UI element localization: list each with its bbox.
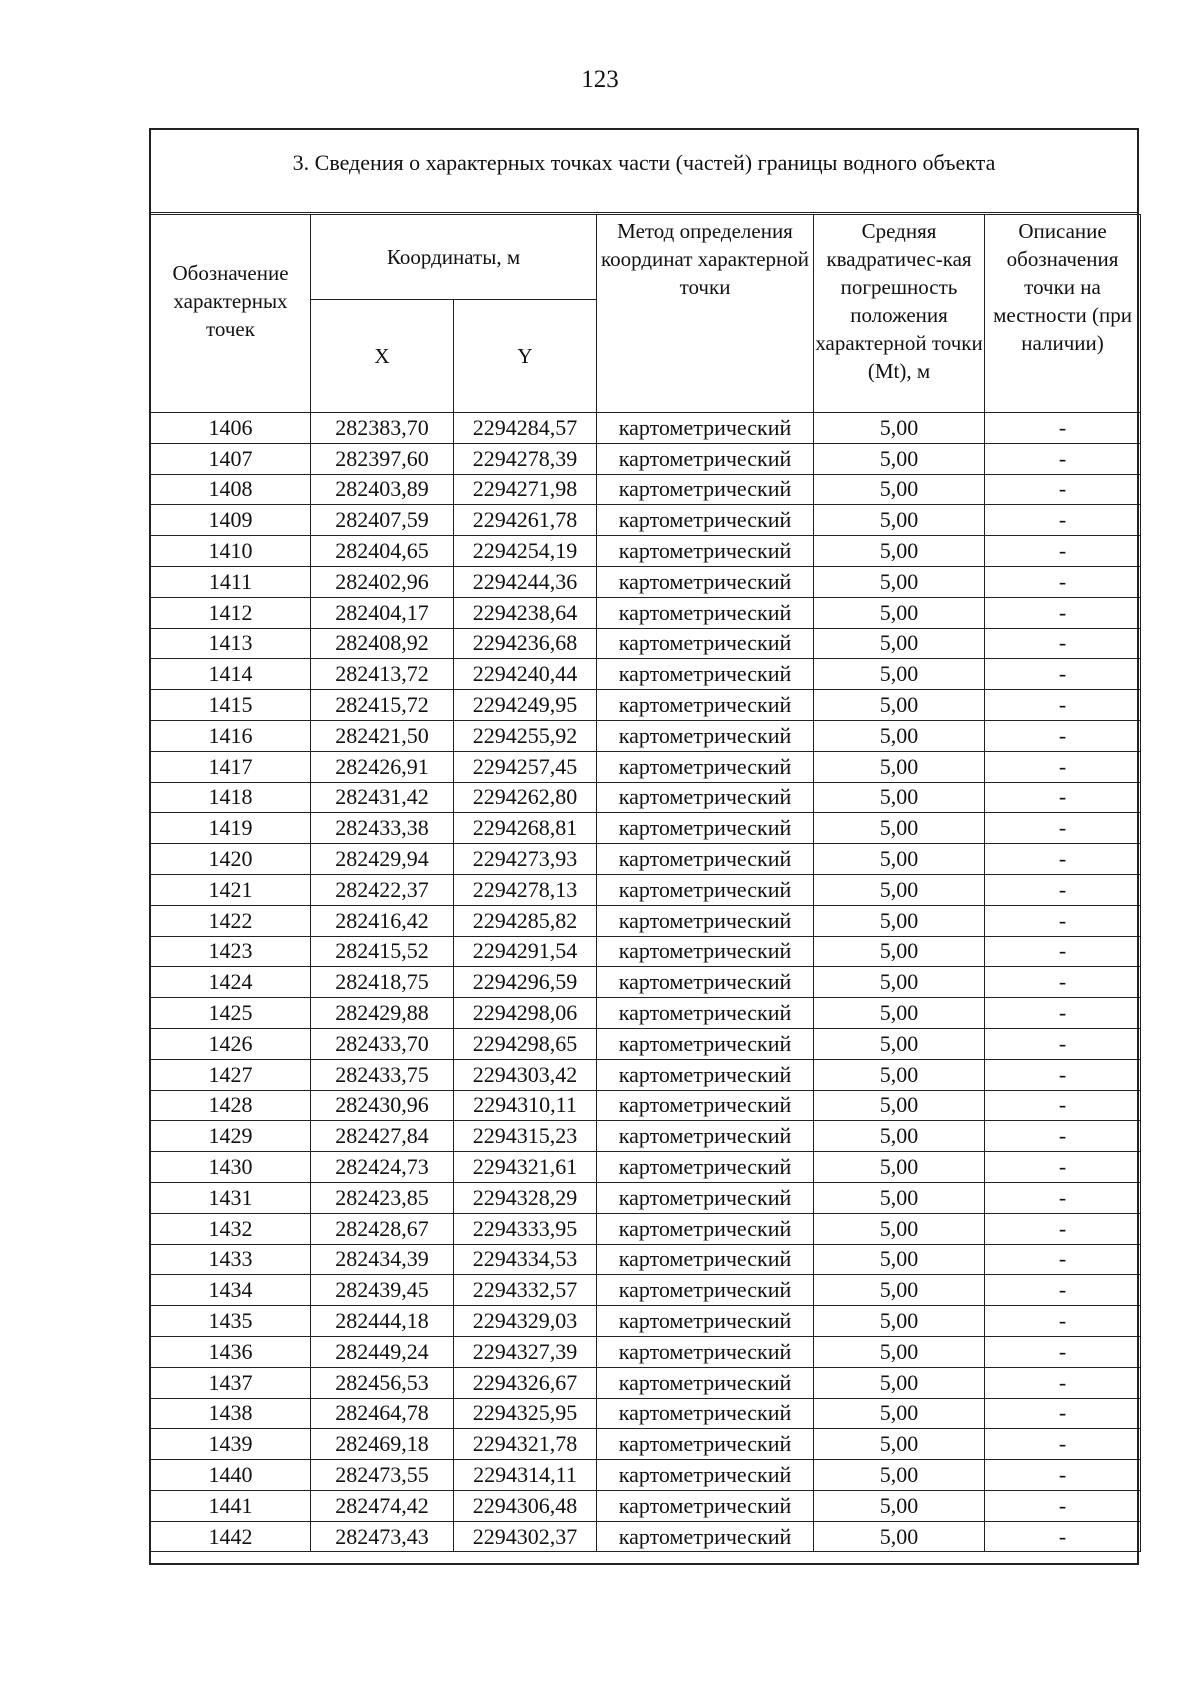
cell-method: картометрический	[597, 1521, 814, 1552]
table-row	[151, 1460, 1141, 1491]
cell-point: 1439	[151, 1429, 311, 1460]
cell-mt: 5,00	[814, 998, 985, 1029]
cell-x: 282434,39	[311, 1244, 454, 1275]
cell-y: 2294315,23	[454, 1121, 597, 1152]
cell-description: -	[985, 659, 1141, 690]
cell-x: 282433,75	[311, 1059, 454, 1090]
cell-description: -	[985, 505, 1141, 536]
cell-method: картометрический	[597, 874, 814, 905]
cell-point: 1415	[151, 690, 311, 721]
cell-x: 282431,42	[311, 782, 454, 813]
cell-description: -	[985, 1152, 1141, 1183]
cell-point: 1424	[151, 967, 311, 998]
table-row	[151, 720, 1141, 751]
table-row	[151, 566, 1141, 597]
cell-method: картометрический	[597, 751, 814, 782]
cell-y: 2294310,11	[454, 1090, 597, 1121]
cell-x: 282416,42	[311, 905, 454, 936]
cell-y: 2294236,68	[454, 628, 597, 659]
cell-method: картометрический	[597, 443, 814, 474]
cell-method: картометрический	[597, 1460, 814, 1491]
cell-x: 282430,96	[311, 1090, 454, 1121]
cell-y: 2294332,57	[454, 1275, 597, 1306]
cell-mt: 5,00	[814, 597, 985, 628]
cell-x: 282413,72	[311, 659, 454, 690]
cell-y: 2294257,45	[454, 751, 597, 782]
table-row	[151, 844, 1141, 875]
cell-description: -	[985, 1521, 1141, 1552]
cell-y: 2294285,82	[454, 905, 597, 936]
cell-method: картометрический	[597, 1490, 814, 1521]
cell-y: 2294278,39	[454, 443, 597, 474]
cell-point: 1434	[151, 1275, 311, 1306]
page-number: 123	[581, 66, 619, 93]
cell-mt: 5,00	[814, 1121, 985, 1152]
table-row	[151, 1275, 1141, 1306]
cell-x: 282473,55	[311, 1460, 454, 1491]
cell-mt: 5,00	[814, 1336, 985, 1367]
cell-y: 2294271,98	[454, 474, 597, 505]
cell-y: 2294296,59	[454, 967, 597, 998]
cell-y: 2294333,95	[454, 1213, 597, 1244]
cell-point: 1410	[151, 536, 311, 567]
cell-method: картометрический	[597, 566, 814, 597]
cell-x: 282402,96	[311, 566, 454, 597]
cell-mt: 5,00	[814, 505, 985, 536]
cell-point: 1414	[151, 659, 311, 690]
header-description: Описание обозначения точки на местности (при наличии)	[985, 215, 1141, 413]
cell-method: картометрический	[597, 844, 814, 875]
cell-description: -	[985, 936, 1141, 967]
table-row	[151, 474, 1141, 505]
cell-point: 1430	[151, 1152, 311, 1183]
table-row	[151, 690, 1141, 721]
cell-y: 2294249,95	[454, 690, 597, 721]
table-row	[151, 1152, 1141, 1183]
table-row	[151, 536, 1141, 567]
cell-method: картометрический	[597, 1306, 814, 1337]
cell-mt: 5,00	[814, 1213, 985, 1244]
cell-description: -	[985, 536, 1141, 567]
cell-point: 1435	[151, 1306, 311, 1337]
cell-description: -	[985, 1429, 1141, 1460]
header-error: Средняя квадратичес-кая погрешность положения характерной точки (Mt), м	[814, 215, 985, 413]
table-row	[151, 597, 1141, 628]
cell-x: 282428,67	[311, 1213, 454, 1244]
cell-mt: 5,00	[814, 874, 985, 905]
cell-y: 2294314,11	[454, 1460, 597, 1491]
cell-y: 2294262,80	[454, 782, 597, 813]
table-row	[151, 874, 1141, 905]
cell-x: 282456,53	[311, 1367, 454, 1398]
table-row	[151, 1059, 1141, 1090]
cell-description: -	[985, 782, 1141, 813]
cell-y: 2294278,13	[454, 874, 597, 905]
cell-x: 282421,50	[311, 720, 454, 751]
section-title: 3. Сведения о характерных точках части (частей) границы водного объекта	[292, 150, 996, 175]
cell-method: картометрический	[597, 782, 814, 813]
table-row	[151, 1490, 1141, 1521]
cell-mt: 5,00	[814, 1152, 985, 1183]
header-coordinates: Координаты, м	[311, 215, 597, 300]
cell-x: 282433,70	[311, 1028, 454, 1059]
points-table	[150, 214, 1141, 1552]
cell-mt: 5,00	[814, 628, 985, 659]
cell-point: 1420	[151, 844, 311, 875]
cell-y: 2294306,48	[454, 1490, 597, 1521]
cell-method: картометрический	[597, 813, 814, 844]
cell-y: 2294273,93	[454, 844, 597, 875]
table-row	[151, 936, 1141, 967]
cell-point: 1436	[151, 1336, 311, 1367]
cell-y: 2294328,29	[454, 1182, 597, 1213]
cell-method: картометрический	[597, 474, 814, 505]
cell-x: 282424,73	[311, 1152, 454, 1183]
cell-mt: 5,00	[814, 1182, 985, 1213]
cell-mt: 5,00	[814, 1306, 985, 1337]
cell-point: 1421	[151, 874, 311, 905]
cell-y: 2294329,03	[454, 1306, 597, 1337]
cell-mt: 5,00	[814, 1521, 985, 1552]
cell-x: 282474,42	[311, 1490, 454, 1521]
cell-y: 2294298,06	[454, 998, 597, 1029]
cell-mt: 5,00	[814, 936, 985, 967]
cell-method: картометрический	[597, 1090, 814, 1121]
cell-point: 1408	[151, 474, 311, 505]
cell-y: 2294261,78	[454, 505, 597, 536]
cell-method: картометрический	[597, 720, 814, 751]
cell-x: 282404,17	[311, 597, 454, 628]
divider	[151, 212, 1137, 213]
header-point: Обозначение характерных точек	[151, 215, 311, 413]
cell-description: -	[985, 1121, 1141, 1152]
cell-y: 2294327,39	[454, 1336, 597, 1367]
cell-point: 1438	[151, 1398, 311, 1429]
cell-x: 282383,70	[311, 413, 454, 444]
cell-mt: 5,00	[814, 844, 985, 875]
cell-mt: 5,00	[814, 1059, 985, 1090]
cell-x: 282397,60	[311, 443, 454, 474]
cell-point: 1440	[151, 1460, 311, 1491]
cell-method: картометрический	[597, 1336, 814, 1367]
cell-point: 1425	[151, 998, 311, 1029]
cell-y: 2294321,78	[454, 1429, 597, 1460]
cell-y: 2294254,19	[454, 536, 597, 567]
cell-x: 282449,24	[311, 1336, 454, 1367]
cell-description: -	[985, 474, 1141, 505]
table-row	[151, 443, 1141, 474]
table-body	[151, 413, 1141, 1552]
cell-y: 2294326,67	[454, 1367, 597, 1398]
cell-description: -	[985, 998, 1141, 1029]
cell-mt: 5,00	[814, 720, 985, 751]
cell-mt: 5,00	[814, 474, 985, 505]
cell-description: -	[985, 1306, 1141, 1337]
cell-point: 1427	[151, 1059, 311, 1090]
cell-method: картометрический	[597, 1152, 814, 1183]
header-x: X	[311, 300, 454, 413]
cell-mt: 5,00	[814, 967, 985, 998]
cell-description: -	[985, 1028, 1141, 1059]
cell-method: картометрический	[597, 936, 814, 967]
cell-method: картометрический	[597, 1028, 814, 1059]
cell-method: картометрический	[597, 1121, 814, 1152]
cell-description: -	[985, 597, 1141, 628]
cell-method: картометрический	[597, 659, 814, 690]
cell-method: картометрический	[597, 628, 814, 659]
table-row	[151, 1028, 1141, 1059]
cell-method: картометрический	[597, 1244, 814, 1275]
table-row	[151, 628, 1141, 659]
cell-point: 1418	[151, 782, 311, 813]
cell-point: 1419	[151, 813, 311, 844]
cell-method: картометрический	[597, 1213, 814, 1244]
cell-point: 1406	[151, 413, 311, 444]
cell-method: картометрический	[597, 1182, 814, 1213]
table-row	[151, 1121, 1141, 1152]
cell-x: 282404,65	[311, 536, 454, 567]
cell-mt: 5,00	[814, 659, 985, 690]
cell-point: 1442	[151, 1521, 311, 1552]
cell-description: -	[985, 751, 1141, 782]
cell-description: -	[985, 1213, 1141, 1244]
cell-x: 282422,37	[311, 874, 454, 905]
table-row	[151, 782, 1141, 813]
table-row	[151, 1336, 1141, 1367]
cell-mt: 5,00	[814, 1090, 985, 1121]
cell-y: 2294255,92	[454, 720, 597, 751]
cell-mt: 5,00	[814, 1275, 985, 1306]
cell-x: 282403,89	[311, 474, 454, 505]
table-row	[151, 1521, 1141, 1552]
cell-method: картометрический	[597, 536, 814, 567]
cell-point: 1409	[151, 505, 311, 536]
cell-x: 282433,38	[311, 813, 454, 844]
table-row	[151, 1244, 1141, 1275]
cell-mt: 5,00	[814, 1367, 985, 1398]
cell-method: картометрический	[597, 998, 814, 1029]
cell-x: 282429,88	[311, 998, 454, 1029]
cell-point: 1412	[151, 597, 311, 628]
table-row	[151, 505, 1141, 536]
cell-x: 282415,52	[311, 936, 454, 967]
cell-mt: 5,00	[814, 536, 985, 567]
cell-y: 2294302,37	[454, 1521, 597, 1552]
cell-x: 282427,84	[311, 1121, 454, 1152]
section-frame	[149, 128, 1139, 1565]
cell-y: 2294325,95	[454, 1398, 597, 1429]
cell-description: -	[985, 443, 1141, 474]
cell-x: 282473,43	[311, 1521, 454, 1552]
cell-method: картометрический	[597, 1059, 814, 1090]
cell-x: 282444,18	[311, 1306, 454, 1337]
cell-point: 1441	[151, 1490, 311, 1521]
cell-mt: 5,00	[814, 751, 985, 782]
cell-method: картометрический	[597, 413, 814, 444]
cell-method: картометрический	[597, 597, 814, 628]
cell-point: 1411	[151, 566, 311, 597]
table-row	[151, 1398, 1141, 1429]
cell-mt: 5,00	[814, 566, 985, 597]
cell-point: 1426	[151, 1028, 311, 1059]
cell-method: картометрический	[597, 1429, 814, 1460]
table-row	[151, 413, 1141, 444]
cell-point: 1417	[151, 751, 311, 782]
cell-point: 1423	[151, 936, 311, 967]
cell-mt: 5,00	[814, 1429, 985, 1460]
cell-point: 1428	[151, 1090, 311, 1121]
cell-y: 2294321,61	[454, 1152, 597, 1183]
cell-x: 282429,94	[311, 844, 454, 875]
cell-mt: 5,00	[814, 1460, 985, 1491]
cell-y: 2294298,65	[454, 1028, 597, 1059]
header-y: Y	[454, 300, 597, 413]
cell-description: -	[985, 690, 1141, 721]
table-row	[151, 1182, 1141, 1213]
cell-mt: 5,00	[814, 413, 985, 444]
cell-y: 2294238,64	[454, 597, 597, 628]
table-row	[151, 751, 1141, 782]
cell-method: картометрический	[597, 690, 814, 721]
cell-y: 2294334,53	[454, 1244, 597, 1275]
table-row	[151, 1090, 1141, 1121]
cell-y: 2294240,44	[454, 659, 597, 690]
cell-x: 282423,85	[311, 1182, 454, 1213]
cell-mt: 5,00	[814, 1398, 985, 1429]
cell-mt: 5,00	[814, 905, 985, 936]
cell-x: 282469,18	[311, 1429, 454, 1460]
cell-mt: 5,00	[814, 690, 985, 721]
cell-x: 282464,78	[311, 1398, 454, 1429]
cell-method: картометрический	[597, 967, 814, 998]
table-row	[151, 659, 1141, 690]
table-row	[151, 905, 1141, 936]
cell-x: 282415,72	[311, 690, 454, 721]
cell-description: -	[985, 413, 1141, 444]
cell-y: 2294291,54	[454, 936, 597, 967]
cell-point: 1407	[151, 443, 311, 474]
cell-y: 2294244,36	[454, 566, 597, 597]
header-method: Метод определения координат характерной точки	[597, 215, 814, 413]
cell-point: 1416	[151, 720, 311, 751]
cell-x: 282426,91	[311, 751, 454, 782]
cell-description: -	[985, 1367, 1141, 1398]
cell-description: -	[985, 874, 1141, 905]
cell-description: -	[985, 967, 1141, 998]
cell-description: -	[985, 720, 1141, 751]
cell-method: картометрический	[597, 1367, 814, 1398]
cell-description: -	[985, 905, 1141, 936]
cell-method: картометрический	[597, 1275, 814, 1306]
cell-description: -	[985, 1182, 1141, 1213]
cell-description: -	[985, 1090, 1141, 1121]
cell-description: -	[985, 844, 1141, 875]
cell-description: -	[985, 566, 1141, 597]
cell-point: 1432	[151, 1213, 311, 1244]
cell-method: картометрический	[597, 905, 814, 936]
table-row	[151, 813, 1141, 844]
cell-mt: 5,00	[814, 782, 985, 813]
cell-description: -	[985, 1490, 1141, 1521]
table-row	[151, 1367, 1141, 1398]
table-row	[151, 1429, 1141, 1460]
cell-description: -	[985, 1059, 1141, 1090]
table-row	[151, 1213, 1141, 1244]
cell-mt: 5,00	[814, 1244, 985, 1275]
cell-description: -	[985, 628, 1141, 659]
cell-description: -	[985, 1275, 1141, 1306]
cell-mt: 5,00	[814, 1490, 985, 1521]
cell-x: 282408,92	[311, 628, 454, 659]
cell-x: 282407,59	[311, 505, 454, 536]
cell-description: -	[985, 1336, 1141, 1367]
cell-description: -	[985, 813, 1141, 844]
cell-point: 1429	[151, 1121, 311, 1152]
cell-point: 1413	[151, 628, 311, 659]
cell-method: картометрический	[597, 505, 814, 536]
table-row	[151, 967, 1141, 998]
cell-point: 1431	[151, 1182, 311, 1213]
cell-method: картометрический	[597, 1398, 814, 1429]
table-row	[151, 998, 1141, 1029]
cell-mt: 5,00	[814, 1028, 985, 1059]
cell-y: 2294284,57	[454, 413, 597, 444]
cell-description: -	[985, 1244, 1141, 1275]
cell-y: 2294268,81	[454, 813, 597, 844]
cell-point: 1437	[151, 1367, 311, 1398]
table-row	[151, 1306, 1141, 1337]
cell-mt: 5,00	[814, 443, 985, 474]
cell-mt: 5,00	[814, 813, 985, 844]
cell-point: 1422	[151, 905, 311, 936]
cell-description: -	[985, 1398, 1141, 1429]
cell-description: -	[985, 1460, 1141, 1491]
cell-point: 1433	[151, 1244, 311, 1275]
cell-x: 282439,45	[311, 1275, 454, 1306]
cell-x: 282418,75	[311, 967, 454, 998]
cell-y: 2294303,42	[454, 1059, 597, 1090]
